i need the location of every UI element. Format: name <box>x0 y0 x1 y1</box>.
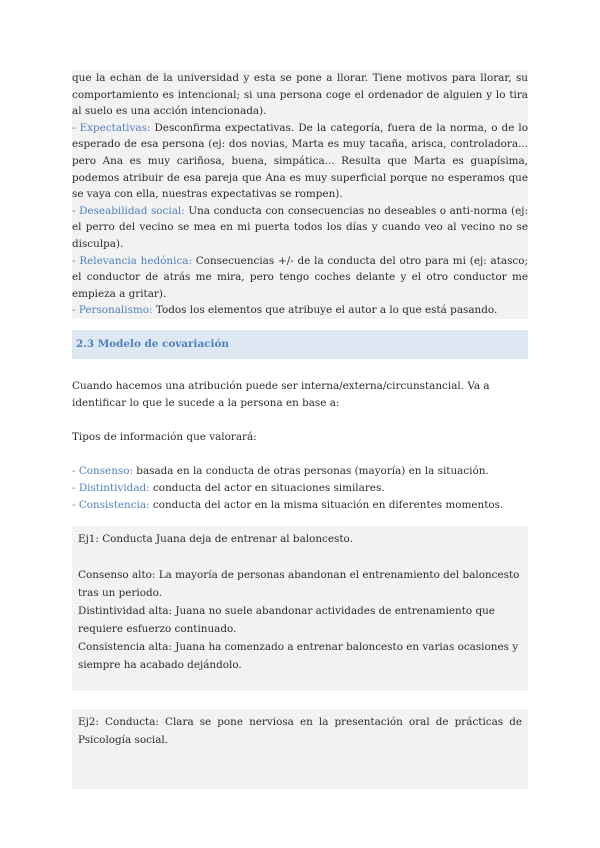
expectativas-label: - Expectativas: <box>72 121 151 134</box>
example1-title: Ej1: Conducta Juana deja de entrenar al baloncesto. <box>78 532 353 545</box>
deseabilidad-text: Una conducta con consecuencias no deseables o anti-norma (ej: el perro del vecino se mea en mi puerta todos los días y cuando veo al vecino no se disculpa). <box>72 204 528 250</box>
paragraph-intentional: que la echan de la universidad y esta se pone a llorar. Tiene motivos para llorar, su comportamiento es intencional; si una persona coge el ordenador de alguien y lo tira al suelo es una acción intencionada). <box>72 72 528 118</box>
expectativas-text: Desconfirma expectativas. De la categoría, fuera de la norma, o de lo esperado de esa persona (ej: dos novias, Marta es muy tacaña, arisca, controladora... pero Ana es muy cariñosa, buena, simpática... Resulta que Marta es guapísima, podemos atribuir de esa pareja que Ana es muy superficial porque no esperamos que se vaya con ella, nuestras expectativas se rompen). <box>72 121 528 201</box>
consenso-text: basada en la conducta de otras personas (mayoría) en la situación. <box>132 464 489 477</box>
paragraph-deseabilidad <box>72 203 528 253</box>
deseabilidad-label: - Deseabilidad social: <box>72 204 185 217</box>
document-page <box>72 70 528 789</box>
paragraph-personalismo <box>72 302 528 319</box>
paragraph-expectativas <box>72 120 528 203</box>
list-item-consistencia <box>72 497 528 514</box>
attribution-factors-block <box>72 70 528 319</box>
relevancia-label: - Relevancia hedónica: <box>72 254 192 267</box>
example-box-2 <box>72 709 528 789</box>
consistencia-text: conducta del actor en la misma situación en diferentes momentos. <box>149 498 504 511</box>
consenso-label: - Consenso: <box>72 464 133 477</box>
paragraph-relevancia <box>72 253 528 303</box>
example1-consenso: Consenso alto: La mayoría de personas abandonan el entrenamiento del baloncesto tras un periodo. <box>78 568 520 599</box>
example-box-1 <box>72 526 528 691</box>
example2-title: Ej2: Conducta: Clara se pone nerviosa en la presentación oral de prácticas de Psicología social. <box>78 715 522 746</box>
list-item-distintividad <box>72 480 528 497</box>
section-heading: 2.3 Modelo de covariación <box>72 330 528 359</box>
example1-consistencia: Consistencia alta: Juana ha comenzado a entrenar baloncesto en varias ocasiones y siempre ha acabado dejándolo. <box>78 640 519 671</box>
relevancia-text: Consecuencias +/- de la conducta del otro para mi (ej: atasco; el conductor de atrás me mira, pero tengo coches delante y el otro conductor me empieza a gritar). <box>72 254 529 300</box>
personalismo-text: Todos los elementos que atribuye el autor a lo que está pasando. <box>152 304 498 317</box>
spacer <box>78 548 522 566</box>
distintividad-text: conducta del actor en situaciones similares. <box>149 481 385 494</box>
info-types-list <box>72 463 528 514</box>
info-types-heading: Tipos de información que valorará: <box>72 430 257 443</box>
personalismo-label: - Personalismo: <box>72 304 153 317</box>
consistencia-label: - Consistencia: <box>72 498 150 511</box>
intro-paragraph: Cuando hacemos una atribución puede ser interna/externa/circunstancial. Va a identificar lo que le sucede a la persona en base a: <box>72 379 490 409</box>
list-item-consenso <box>72 463 528 480</box>
example1-distintividad: Distintividad alta: Juana no suele abandonar actividades de entrenamiento que requiere esfuerzo continuado. <box>78 604 495 635</box>
distintividad-label: - Distintividad: <box>72 481 150 494</box>
